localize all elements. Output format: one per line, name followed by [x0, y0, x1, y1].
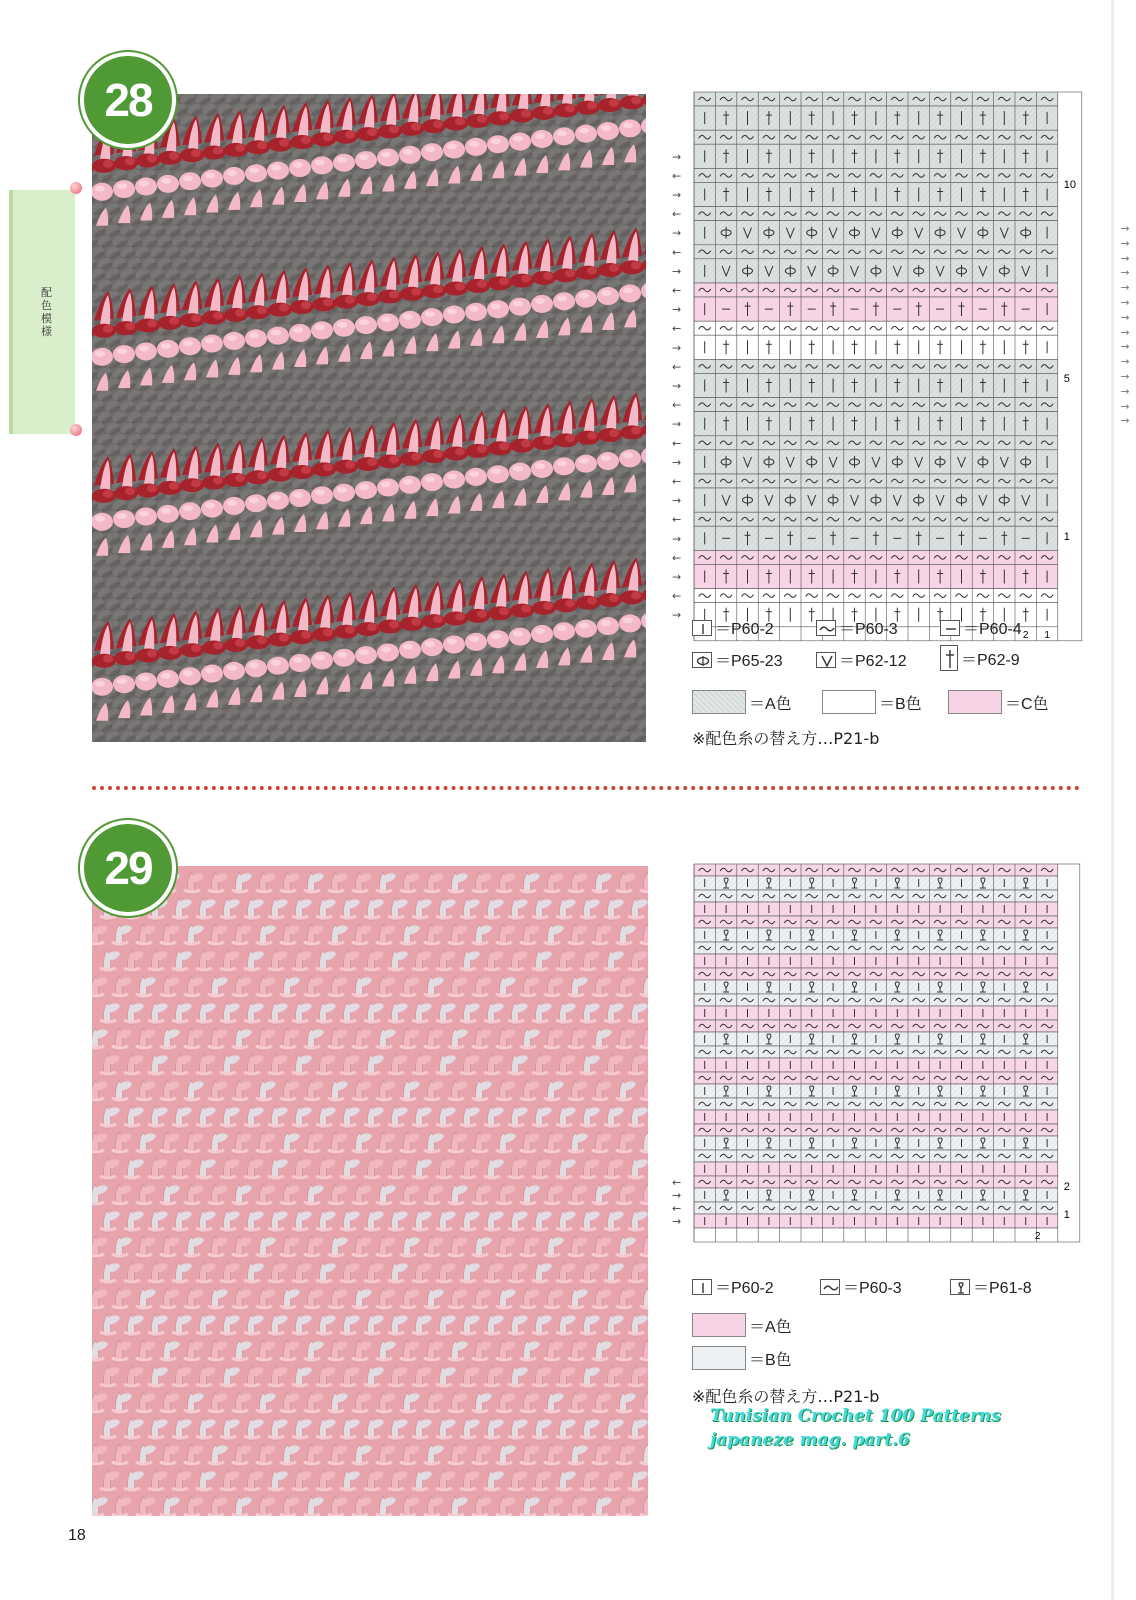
legend-ref: ＝P65-23: [715, 653, 783, 670]
color-b-swatch: [692, 1346, 746, 1370]
p29-legend-symbol-1: [692, 1275, 774, 1298]
stitch-i-icon: [692, 620, 712, 636]
p29-legend-symbol-2: [820, 1275, 902, 1298]
side-tab-label: 配色模様: [41, 286, 52, 338]
color-label: ＝B色: [879, 695, 922, 713]
watermark-line-2: japaneze mag. part.6: [710, 1430, 910, 1450]
legend-ref: ＝P60-2: [715, 1280, 774, 1297]
color-b-swatch: [822, 690, 876, 714]
p29-color-a: [692, 1313, 792, 1337]
side-tab-top-dot-icon: [70, 182, 82, 194]
p28-legend-symbol-2: [816, 616, 898, 639]
stitch-dagger-icon: [940, 645, 958, 671]
pattern-28-photo: [92, 94, 646, 742]
p28-legend-symbol-6: [940, 645, 1020, 671]
stitch-oval-icon: [692, 652, 712, 668]
edge-arrow-column: → → → → → → → → → → → → → →: [1120, 222, 1130, 428]
legend-ref: ＝P62-12: [839, 653, 907, 670]
legend-ref: ＝P60-4: [963, 621, 1022, 638]
color-a-swatch: [692, 690, 746, 714]
p28-legend-symbol-4: [692, 648, 783, 671]
legend-ref: ＝P60-2: [715, 621, 774, 638]
legend-ref: ＝P61-8: [973, 1280, 1032, 1297]
color-label: ＝A色: [749, 695, 792, 713]
stitch-v-icon: [816, 652, 836, 668]
color-a-swatch: [692, 1313, 746, 1337]
p28-color-b: [822, 690, 922, 714]
color-label: ＝B色: [749, 1351, 792, 1369]
pattern-28-badge: 28: [80, 52, 176, 148]
side-tab-bottom-dot-icon: [70, 424, 82, 436]
p29-color-change-note: ※配色糸の替え方…P21-b: [692, 1387, 880, 1406]
color-label: ＝A色: [749, 1318, 792, 1336]
legend-ref: ＝P60-3: [843, 1280, 902, 1297]
p28-color-change-note: ※配色糸の替え方…P21-b: [692, 729, 880, 748]
section-divider: [92, 786, 1080, 790]
color-c-swatch: [948, 690, 1002, 714]
p29-legend-symbol-3: [950, 1275, 1032, 1298]
stitch-loop-icon: [950, 1279, 970, 1295]
color-label: ＝C色: [1005, 695, 1049, 713]
p28-legend-symbol-3: [940, 616, 1022, 639]
p28-color-c: [948, 690, 1049, 714]
legend-ref: ＝P60-3: [839, 621, 898, 638]
p29-color-b: [692, 1346, 792, 1370]
watermark-line-1: Tunisian Crochet 100 Patterns: [710, 1406, 1001, 1426]
p28-legend-symbol-5: [816, 648, 907, 671]
pattern-29-photo: [92, 866, 648, 1516]
stitch-i-icon: [692, 1279, 712, 1295]
stitch-dash-icon: [940, 620, 960, 636]
page-number: 18: [68, 1527, 86, 1544]
stitch-wave-icon: [820, 1279, 840, 1295]
p28-legend-symbol-1: [692, 616, 774, 639]
side-tab[interactable]: [9, 190, 75, 434]
legend-ref: ＝P62-9: [961, 651, 1020, 669]
stitch-wave-icon: [816, 620, 836, 636]
pattern-29-chart: [670, 862, 1080, 1262]
p28-color-a: [692, 690, 792, 714]
pattern-29-badge: 29: [80, 820, 176, 916]
